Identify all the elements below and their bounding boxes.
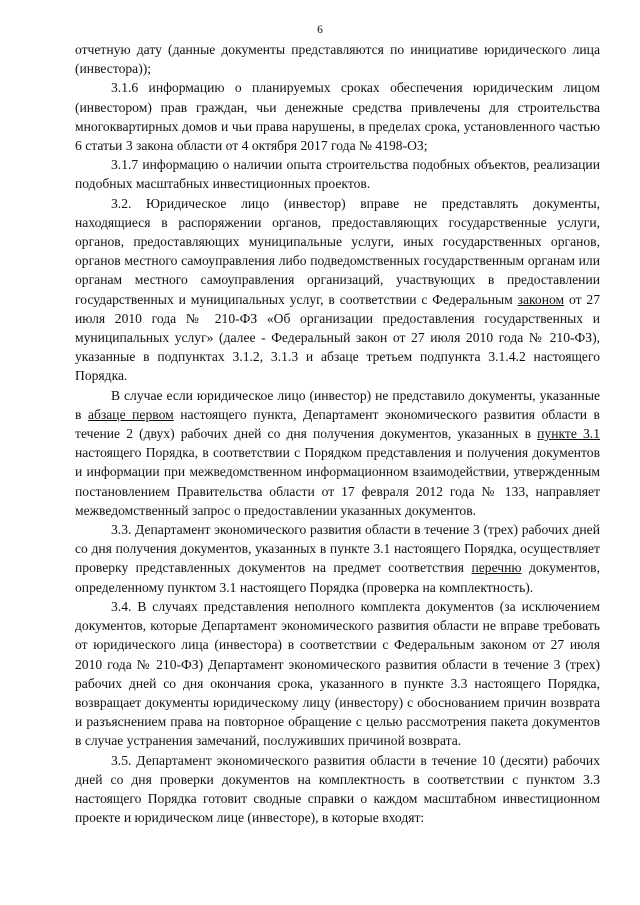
paragraph-cont <box>75 40 600 78</box>
document-body <box>75 40 600 827</box>
paragraph-p32 <box>75 194 600 386</box>
hyperlink-text[interactable]: перечню <box>471 560 522 576</box>
hyperlink-text[interactable]: абзаце первом <box>87 406 174 422</box>
hyperlink-text[interactable]: законом <box>517 291 565 307</box>
paragraph-text: настоящего Порядка, в соответствии с Порядком представления и получения документов и информации при межведомственном информационном взаимодействии, утвержденным постановлением Правительства области от 17 февраля 2012 года № 133, направляет межведомственный запрос о предоставлении указанных документов. <box>75 445 600 518</box>
paragraph-text: отчетную дату (данные документы представляются по инициативе юридического лица (инвестора)); <box>75 42 600 77</box>
paragraph-p32b <box>75 386 600 520</box>
hyperlink-text[interactable]: пункте 3.1 <box>537 426 600 442</box>
paragraph-text: 3.5. Департамент экономического развития области в течение 10 (десяти) рабочих дней со дня проверки документов на комплектность в соответствии с пунктом 3.3 настоящего Порядка готовит сводные справки о каждом масштабном инвестиционном проекте и юридическом лице (инвесторе), в которые входят: <box>75 752 600 826</box>
paragraph-text: 3.1.6 информацию о планируемых сроках обеспечения юридическим лицом (инвестором) прав граждан, чьи денежные средства привлечены для строительства многоквартирных домов и чьи права нарушены, в пределах срока, установленного частью 6 статьи 3 закона области от 4 октября 2017 года № 4198-ОЗ; <box>75 80 600 154</box>
paragraph-p33 <box>75 520 600 597</box>
paragraph-text: от 27 июля 2010 года № 210-ФЗ «Об организации предоставления государственных и муниципальных услуг» (далее - Федеральный закон от 27 июля 2010 года № 210-ФЗ), указанные в подпунктах 3.1.2, 3.1.3 и абзаце третьем подпункта 3.1.4.2 настоящего Порядка. <box>75 291 600 384</box>
paragraph-p316 <box>75 78 600 155</box>
paragraph-p35 <box>75 751 600 828</box>
paragraph-text: документов, определенному пунктом 3.1 настоящего Порядка (проверка на комплектность). <box>75 560 600 595</box>
paragraph-text: 3.1.7 информацию о наличии опыта строительства подобных объектов, реализации подобных масштабных инвестиционных проектов. <box>75 157 600 192</box>
paragraph-text: 3.2. Юридическое лицо (инвестор) вправе не представлять документы, находящиеся в распоряжении органов, предоставляющих государственные услуги, органов, предоставляющих муниципальные услуги, иных государственных органов, органов местного самоуправления либо подведомственных государственным органам или органам местного самоуправления организаций, участвующих в предоставлении государственных и муниципальных услуг, в соответствии с Федеральным <box>75 195 600 307</box>
paragraph-text: 3.4. В случаях представления неполного комплекта документов (за исключением документов, которые Департамент экономического развития области не вправе требовать от юридического лица (инвестора) в соответствии с Федеральным законом от 27 июля 2010 года № 210-ФЗ) Департамент экономического развития области в течение 3 (трех) рабочих дней со дня окончания срока, указанного в пункте 3.3 настоящего Порядка, возвращает документы юридическому лицу (инвестору) с обоснованием причин возврата и разъяснением права на повторное обращение с целью рассмотрения пакета документов в случае устранения замечаний, послуживших причиной возврата. <box>75 598 600 749</box>
paragraph-text: В случае если юридическое лицо (инвестор) не представило документы, указанные в <box>75 387 600 422</box>
paragraph-text: настоящего пункта, Департамент экономического развития области в течение 2 (двух) рабочих дней со дня получения документов, указанных в <box>75 406 600 442</box>
paragraph-p34 <box>75 597 600 751</box>
paragraph-text: 3.3. Департамент экономического развития области в течение 3 (трех) рабочих дней со дня получения документов, указанных в пункте 3.1 настоящего Порядка, осуществляет проверку представленных документов на предмет соответствия <box>75 522 600 576</box>
paragraph-p317 <box>75 155 600 193</box>
page-number: 6 <box>317 24 323 36</box>
